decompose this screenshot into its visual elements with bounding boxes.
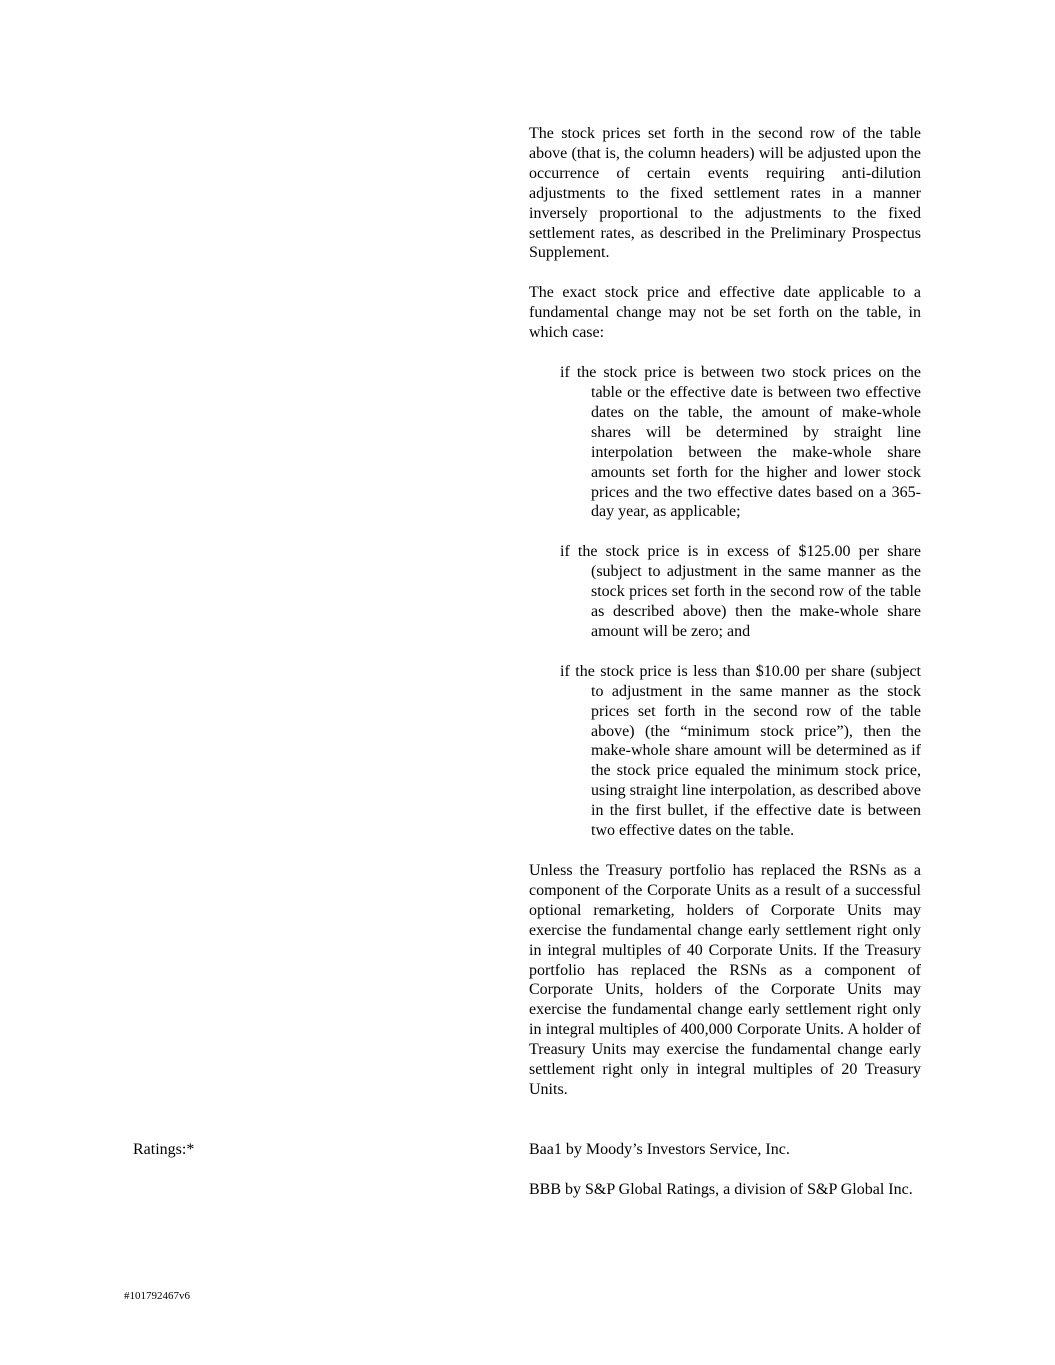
terms-column — [529, 124, 921, 1120]
moodys-rating: Baa1 by Moody’s Investors Service, Inc. — [529, 1141, 790, 1158]
stock-price-adjustment-paragraph: The stock prices set forth in the second row of the table above (that is, the column headers) will be adjusted upon the occurrence of certain events requiring anti-dilution adjustments to the fixed settlement rates in a manner inversely proportional to the adjustments to the fixed settlement rates, as described in the Preliminary Prospectus Supplement. — [529, 125, 921, 262]
ratings-label: Ratings:* — [133, 1141, 195, 1158]
document-id-footer: #101792467v6 — [124, 1290, 190, 1302]
exact-stock-price-paragraph: The exact stock price and effective date applicable to a fundamental change may not be set forth on the table, in which case: — [529, 284, 921, 342]
early-settlement-paragraph: Unless the Treasury portfolio has replaced the RSNs as a component of the Corporate Units as a result of a successful optional remarketing, holders of Corporate Units may exercise the fundamental change early settlement right only in integral multiples of 40 Corporate Units. If the Treasury portfolio has replaced the RSNs as a component of Corporate Units, holders of the Corporate Units may exercise the fundamental change early settlement right only in integral multiples of 400,000 Corporate Units. A holder of Treasury Units may exercise the fundamental change early settlement right only in integral multiples of 20 Treasury Units. — [529, 862, 921, 1098]
sp-rating: BBB by S&P Global Ratings, a division of S&P Global Inc. — [529, 1181, 913, 1198]
bullet-interpolation: if the stock price is between two stock prices on the table or the effective date is between two effective dates on the table, the amount of make-whole shares will be determined by straight line interpolation between the make-whole share amounts set forth for the higher and lower stock prices and the two effective dates based on a 365-day year, as applicable; — [560, 364, 921, 521]
bullet-excess-price: if the stock price is in excess of $125.00 per share (subject to adjustment in the same manner as the stock prices set forth in the second row of the table as described above) then the make-whole share amount will be zero; and — [560, 543, 921, 640]
bullet-minimum-price: if the stock price is less than $10.00 per share (subject to adjustment in the same manner as the stock prices set forth in the second row of the table above) (the “minimum stock price”), then the make-whole share amount will be determined as if the stock price equaled the minimum stock price, using straight line interpolation, as described above in the first bullet, if the effective date is between two effective dates on the table. — [560, 662, 921, 840]
